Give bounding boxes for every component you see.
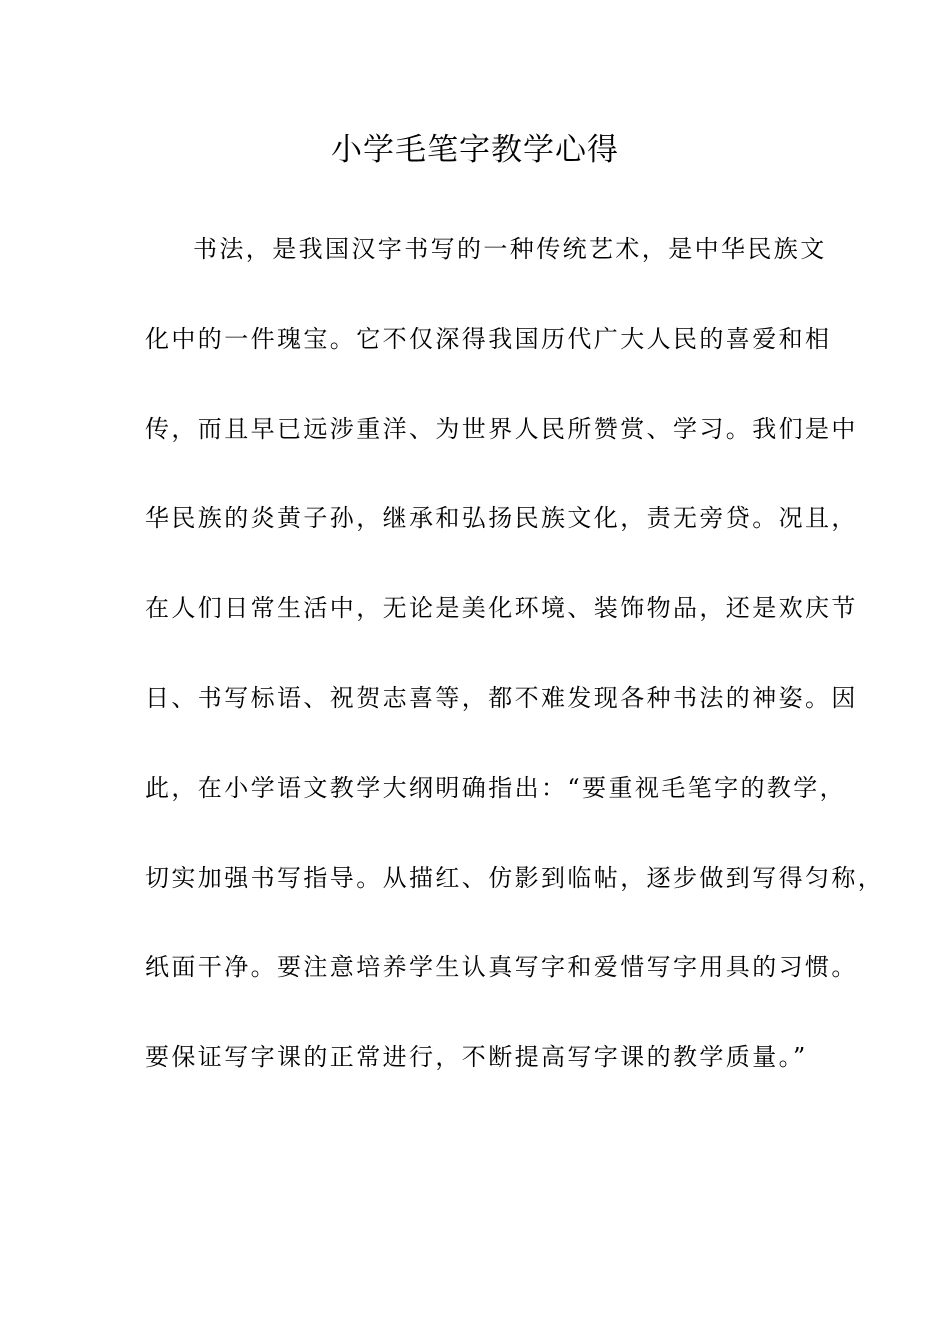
paragraph-line: 要保证写字课的正常进行，不断提高写字课的教学质量。”	[145, 1043, 808, 1071]
paragraph-line: 书法，是我国汉字书写的一种传统艺术，是中华民族文	[193, 235, 827, 263]
paragraph-line: 日、书写标语、祝贺志喜等，都不难发现各种书法的神姿。因	[145, 684, 858, 712]
paragraph-line: 切实加强书写指导。从描红、仿影到临帖，逐步做到写得匀称，	[145, 864, 885, 892]
paragraph-line: 纸面干净。要注意培养学生认真写字和爱惜写字用具的习惯。	[145, 953, 858, 981]
paragraph-line: 传，而且早已远涉重洋、为世界人民所赞赏、学习。我们是中	[145, 415, 858, 443]
document-title: 小学毛笔字教学心得	[331, 132, 619, 168]
paragraph-line: 华民族的炎黄子孙，继承和弘扬民族文化，责无旁贷。况且，	[145, 504, 858, 532]
paragraph-line: 在人们日常生活中，无论是美化环境、装饰物品，还是欢庆节	[145, 594, 858, 622]
paragraph-line: 化中的一件瑰宝。它不仅深得我国历代广大人民的喜爱和相	[145, 325, 832, 353]
paragraph-line: 此，在小学语文教学大纲明确指出：“要重视毛笔字的教学，	[145, 774, 847, 802]
